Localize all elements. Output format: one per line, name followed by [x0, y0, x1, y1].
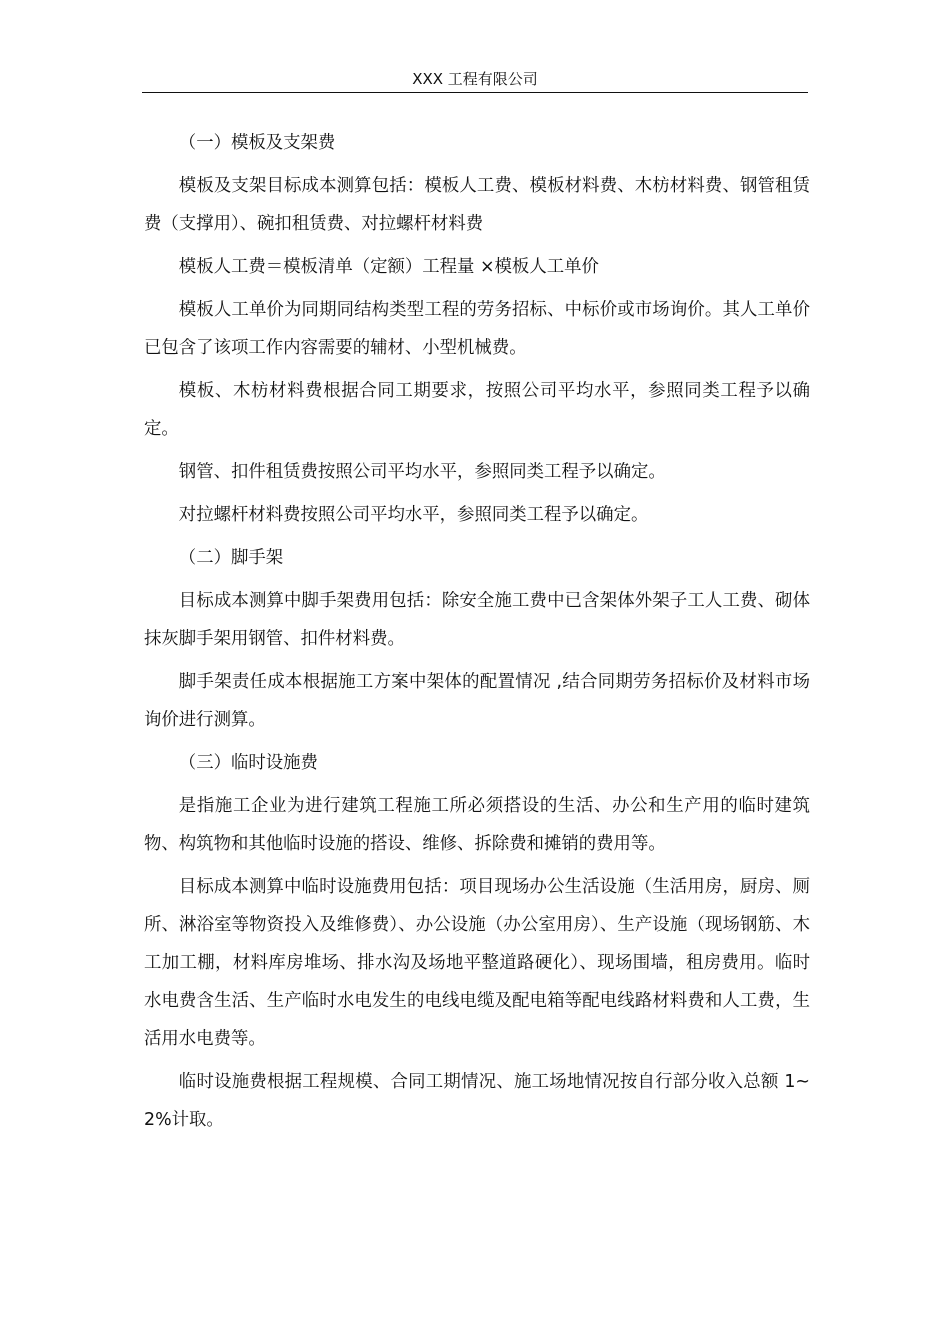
- paragraph: 模板、木枋材料费根据合同工期要求，按照公司平均水平，参照同类工程予以确定。: [144, 381, 810, 439]
- paragraph: 临时设施费根据工程规模、合同工期情况、施工场地情况按自行部分收入总额 1~2%计取。: [144, 1072, 810, 1130]
- page-header: [142, 66, 808, 93]
- paragraph: 目标成本测算中临时设施费用包括：项目现场办公生活设施（生活用房，厨房、厕所、淋浴室等物资投入及维修费）、办公设施（办公室用房）、生产设施（现场钢筋、木工加工棚，材料库房堆场、排水沟及场地平整道路硬化）、现场围墙，租房费用。临时水电费含生活、生产临时水电发生的电线电缆及配电箱等配电线路材料费和人工费，生活用水电费等。: [144, 877, 810, 1049]
- paragraph: 对拉螺杆材料费按照公司平均水平，参照同类工程予以确定。: [178, 505, 649, 525]
- company-name: XXX 工程有限公司: [412, 70, 538, 88]
- paragraph: 是指施工企业为进行建筑工程施工所必须搭设的生活、办公和生产用的临时建筑物、构筑物和其他临时设施的搭设、维修、拆除费和摊销的费用等。: [144, 796, 810, 854]
- paragraph: 模板人工费＝模板清单（定额）工程量 ×模板人工单价: [178, 257, 599, 277]
- document-body: [144, 124, 810, 1144]
- paragraph: 模板人工单价为同期同结构类型工程的劳务招标、中标价或市场询价。其人工单价已包含了该项工作内容需要的辅材、小型机械费。: [144, 300, 810, 358]
- paragraph: 脚手架责任成本根据施工方案中架体的配置情况 ,结合同期劳务招标价及材料市场询价进行测算。: [144, 672, 810, 730]
- section-heading-formwork: （一）模板及支架费: [178, 133, 336, 153]
- paragraph: 模板及支架目标成本测算包括：模板人工费、模板材料费、木枋材料费、钢管租赁费（支撑用）、碗扣租赁费、对拉螺杆材料费: [144, 176, 810, 234]
- section-heading-scaffolding: （二）脚手架: [178, 548, 284, 568]
- paragraph: 钢管、扣件租赁费按照公司平均水平，参照同类工程予以确定。: [178, 462, 666, 482]
- paragraph: 目标成本测算中脚手架费用包括：除安全施工费中已含架体外架子工人工费、砌体抹灰脚手架用钢管、扣件材料费。: [144, 591, 810, 649]
- section-heading-temporary-facilities: （三）临时设施费: [178, 753, 318, 773]
